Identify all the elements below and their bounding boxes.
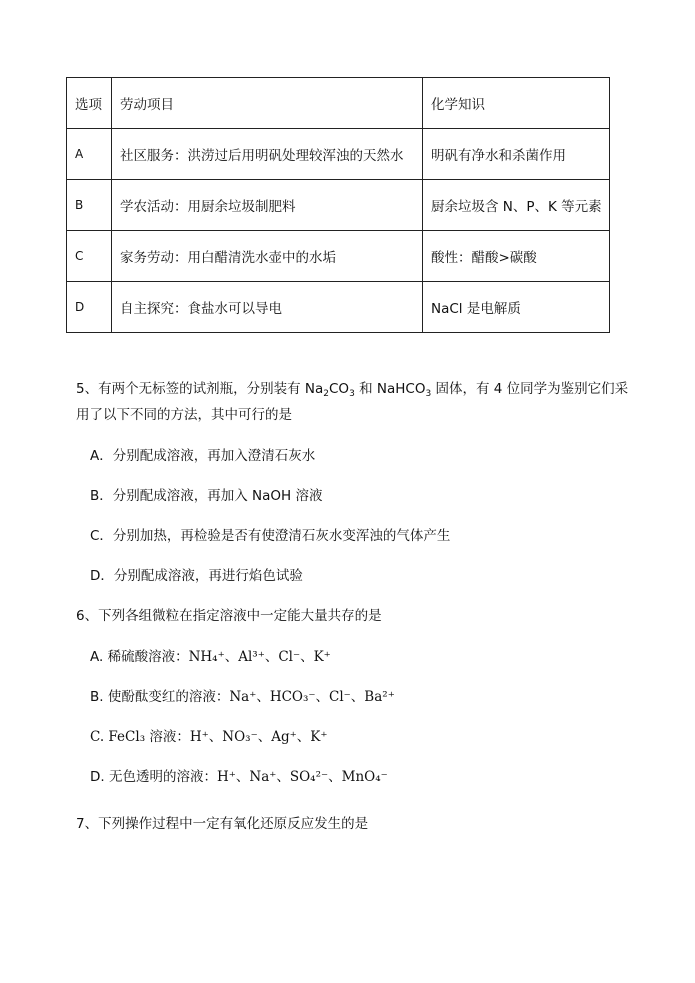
q6-option-ions: H⁺、Na⁺、SO₄²⁻、MnO₄⁻ — [216, 769, 388, 785]
table-cell-option: C — [67, 231, 112, 282]
table-row — [67, 282, 610, 333]
table-cell-option: B — [67, 180, 112, 231]
q5-text-a: 5、有两个无标签的试剂瓶，分别装有 Na — [76, 381, 324, 397]
q6-option-ions: NH₄⁺、Al³⁺、Cl⁻、K⁺ — [188, 649, 331, 665]
table-row — [67, 231, 610, 282]
question-5-option-b: B．分别配成溶液，再加入 NaOH 溶液 — [90, 488, 323, 504]
q6-option-ions: H⁺、NO₃⁻、Ag⁺、K⁺ — [189, 729, 328, 745]
question-5-stem-line1 — [76, 380, 628, 398]
question-7-stem: 7、下列操作过程中一定有氧化还原反应发生的是 — [76, 816, 369, 832]
question-5-stem-line2: 用了以下不同的方法，其中可行的是 — [76, 407, 292, 423]
table-cell-knowledge: 酸性：醋酸>碳酸 — [423, 231, 610, 282]
q5-subscript: 3 — [425, 389, 432, 399]
table-row — [67, 129, 610, 180]
table-header-knowledge: 化学知识 — [423, 78, 610, 129]
question-5-option-c: C．分别加热，再检验是否有使澄清石灰水变浑浊的气体产生 — [90, 528, 451, 544]
table-header-option: 选项 — [67, 78, 112, 129]
question-5-option-d: D．分别配成溶液，再进行焰色试验 — [90, 568, 303, 584]
question-6-option-b — [90, 688, 395, 706]
q6-option-prefix: C. FeCl₃ 溶液： — [90, 729, 190, 745]
table-header-item: 劳动项目 — [112, 78, 423, 129]
q5-text-b: CO — [329, 381, 350, 397]
q5-subscript: 3 — [349, 389, 355, 399]
q6-option-prefix: B. 使酚酞变红的溶液： — [90, 689, 230, 705]
question-6-option-d — [90, 768, 388, 786]
table-cell-item: 学农活动：用厨余垃圾制肥料 — [112, 180, 423, 231]
q5-text-c: 和 NaHCO — [354, 381, 426, 397]
table-header-row — [67, 78, 610, 129]
question-6-stem: 6、下列各组微粒在指定溶液中一定能大量共存的是 — [76, 608, 382, 624]
q6-option-ions: Na⁺、HCO₃⁻、Cl⁻、Ba²⁺ — [229, 689, 395, 705]
table-cell-option: D — [67, 282, 112, 333]
question-6-option-a — [90, 648, 331, 666]
table-cell-knowledge: 厨余垃圾含 N、P、K 等元素 — [423, 180, 610, 231]
table-cell-knowledge: NaCl 是电解质 — [423, 282, 610, 333]
question-table — [66, 77, 610, 333]
q6-option-prefix: D. 无色透明的溶液： — [90, 769, 217, 785]
table-cell-knowledge: 明矾有净水和杀菌作用 — [423, 129, 610, 180]
q5-text-d: 固体，有 4 位同学为鉴别它们采 — [431, 381, 629, 397]
table-cell-item: 社区服务：洪涝过后用明矾处理较浑浊的天然水 — [112, 129, 423, 180]
q6-option-prefix: A. 稀硫酸溶液： — [90, 649, 189, 665]
table-cell-item: 家务劳动：用白醋清洗水壶中的水垢 — [112, 231, 423, 282]
question-5-option-a: A．分别配成溶液，再加入澄清石灰水 — [90, 448, 316, 464]
q5-subscript: 2 — [323, 389, 329, 399]
table-row — [67, 180, 610, 231]
table-cell-option: A — [67, 129, 112, 180]
question-6-option-c — [90, 728, 327, 746]
table-cell-item: 自主探究：食盐水可以导电 — [112, 282, 423, 333]
